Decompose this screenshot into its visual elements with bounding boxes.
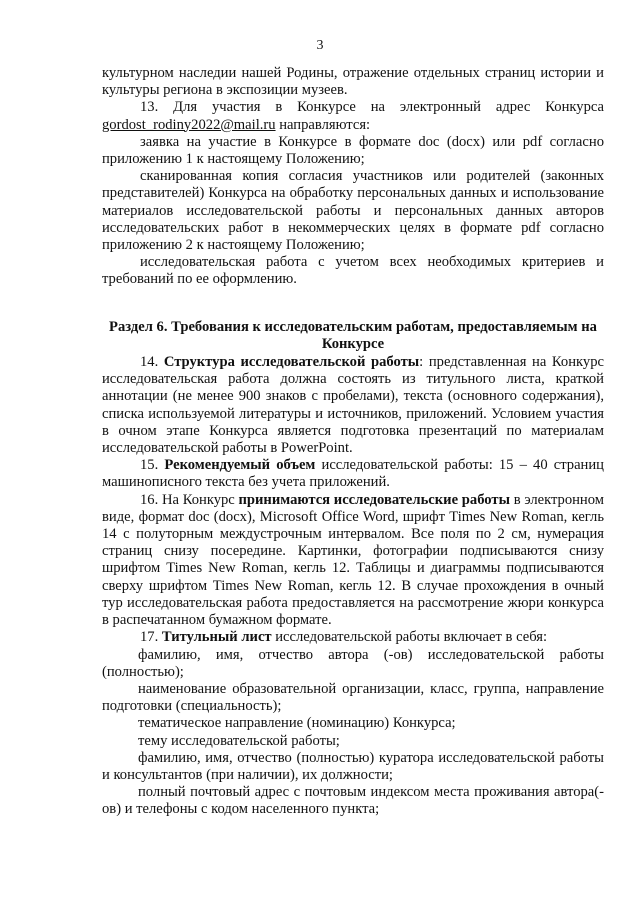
list-item-consent: сканированная копия согласия участников или родителей (законных представителей) Конкурса на обработку персональных данных и использование материалов исследовательской работы и персональных данных авторов исследовательских работ в некоммерческих целях в формате pdf согласно приложению 2 к настоящему Положению; — [102, 168, 604, 254]
paragraph-14 — [102, 354, 604, 457]
p13-suffix: направляются: — [275, 116, 371, 133]
title-item: фамилию, имя, отчество автора (-ов) исследовательской работы (полностью); — [102, 646, 604, 680]
p15-text: исследовательской работы: 15 – 40 страниц машинописного текста без учета приложений. — [102, 457, 604, 491]
paragraph-continuation: культурном наследии нашей Родины, отражение отдельных страниц истории и культуры региона в экспозиции музеев. — [102, 65, 604, 99]
title-item: полный почтовый адрес с почтовым индексом места проживания автора(-ов) и телефоны с кодом населенного пункта; — [102, 784, 604, 818]
title-item: наименование образовательной организации, класс, группа, направление подготовки (специальность); — [102, 680, 604, 715]
list-item-research-work: исследовательская работа с учетом всех необходимых критериев и требований по ее оформлению. — [102, 254, 604, 288]
p14-bold: Структура исследовательской работы — [163, 354, 420, 371]
page-number: 3 — [316, 38, 324, 53]
p16-text: в электронном виде, формат doc (docx), Microsoft Office Word, шрифт Times New Roman, кегль 14 с полуторным междустрочным интервалом. Все поля по 2 см, нумерация страниц снизу посередине. Картинки, фотографии подписываются снизу шрифтом Times New Roman, кегль 12. Таблицы и диаграммы подписываются сверху шрифтом Times New Roman, кегль 12. В случае прохождения в очный тур исследовательская работа предоставляется на рассмотрение жюри конкурса в распечатанном бумажном формате. — [102, 491, 605, 629]
p17-bold: Титульный лист — [161, 629, 272, 646]
paragraph-15 — [102, 457, 604, 491]
p17-number: 17. — [140, 629, 162, 646]
p15-number: 15. — [140, 457, 165, 474]
document-body — [102, 65, 604, 819]
list-item-application: заявка на участие в Конкурсе в формате doc (docx) или pdf согласно приложению 1 к настоящему Положению; — [102, 133, 604, 168]
p14-number: 14. — [140, 354, 164, 371]
p17-text: исследовательской работы включает в себя: — [271, 629, 548, 646]
p15-bold: Рекомендуемый объем — [164, 457, 316, 474]
title-item: тему исследовательской работы; — [138, 732, 340, 749]
p16-number: 16. На Конкурс — [140, 491, 239, 508]
paragraph-13 — [102, 99, 604, 133]
contest-email-link[interactable]: gordost_rodiny2022@mail.ru — [102, 116, 276, 133]
p14-text: : представленная на Конкурс исследовательская работа должна состоять из титульного листа, краткой аннотации (не менее 900 знаков с пробелами), текста (основного содержания), списка используемой литературы и источников, приложений. Условием участия в очном этапе Конкурса является подготовка презентаций по материалам исследовательской работы в PowerPoint. — [102, 354, 604, 457]
title-item: фамилию, имя, отчество (полностью) куратора исследовательской работы и консультантов (при наличии), их должности; — [102, 749, 604, 783]
p13-prefix: 13. Для участия в Конкурсе на электронный адрес Конкурса — [140, 99, 604, 116]
section-heading: Раздел 6. Требования к исследовательским работам, предоставляемым на Конкурсе — [109, 318, 597, 352]
paragraph-16 — [102, 492, 604, 630]
paragraph-17 — [102, 629, 604, 646]
title-item: тематическое направление (номинацию) Конкурса; — [138, 715, 456, 732]
p16-bold: принимаются исследовательские работы — [238, 491, 510, 508]
